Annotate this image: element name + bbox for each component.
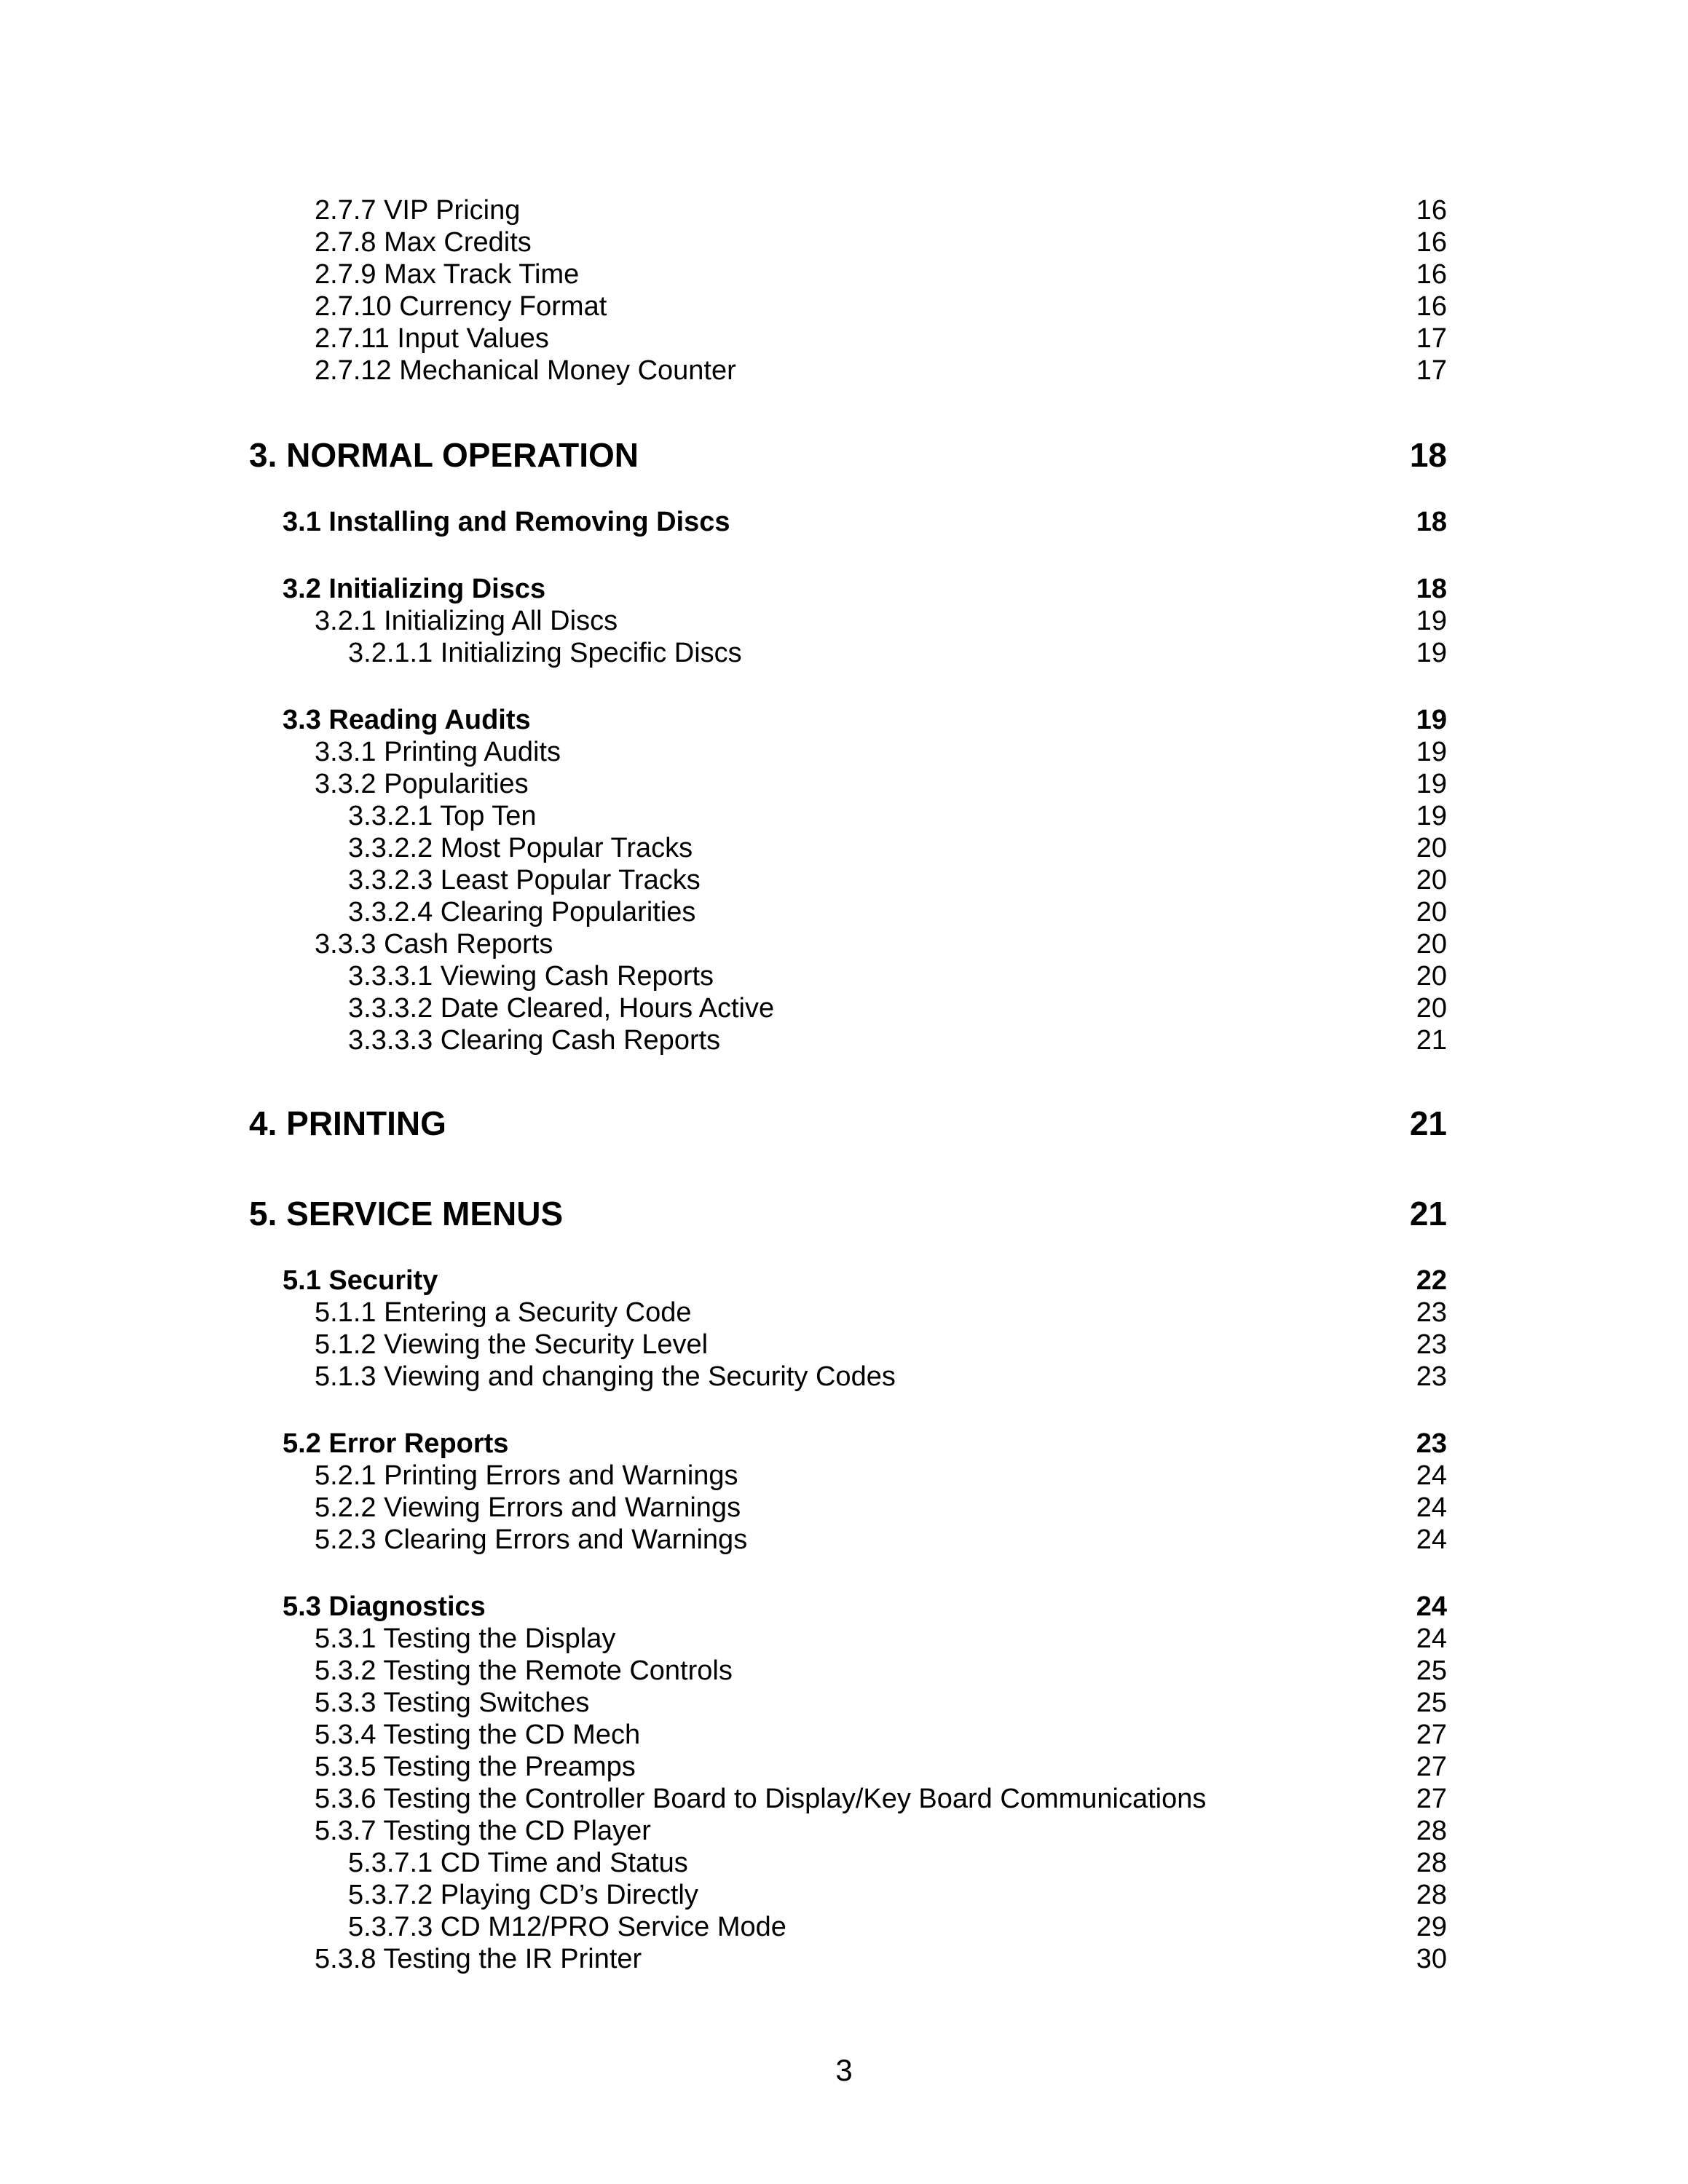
toc-entry-page: 25 — [1416, 1655, 1447, 1686]
toc-entry-title: 3.1 Installing and Removing Discs — [283, 507, 730, 537]
toc-entry-title: 5.1.1 Entering a Security Code — [315, 1297, 692, 1328]
toc-entry-title: 2.7.10 Currency Format — [315, 291, 607, 322]
toc-entry-title: 4. PRINTING — [249, 1104, 446, 1142]
toc-entry-title: 5.3.7.3 CD M12/PRO Service Mode — [348, 1912, 786, 1942]
toc-entry-title: 3.3.1 Printing Audits — [315, 737, 561, 767]
toc-entry — [315, 1460, 1447, 1492]
toc-entry-page: 23 — [1416, 1428, 1447, 1459]
toc-entry-title: 3.3.3.2 Date Cleared, Hours Active — [348, 993, 775, 1024]
toc-entry — [315, 1752, 1447, 1783]
toc-entry — [315, 737, 1447, 768]
toc-entry-page: 28 — [1416, 1816, 1447, 1846]
toc-entry-page: 17 — [1416, 323, 1447, 354]
toc-entry — [315, 1361, 1447, 1393]
toc-entry — [249, 1194, 1447, 1233]
toc-entry-title: 5.2.1 Printing Errors and Warnings — [315, 1460, 738, 1491]
toc-entry-title: 2.7.7 VIP Pricing — [315, 195, 521, 226]
toc-entry — [283, 1265, 1447, 1297]
toc-entry — [348, 1848, 1447, 1879]
toc-entry — [315, 1655, 1447, 1687]
toc-entry — [348, 961, 1447, 992]
toc-entry — [315, 259, 1447, 290]
toc-entry-title: 5.3.1 Testing the Display — [315, 1623, 616, 1654]
toc-entry-page: 24 — [1416, 1524, 1447, 1555]
toc-entry — [315, 929, 1447, 960]
toc-entry — [315, 1329, 1447, 1361]
toc-entry — [315, 195, 1447, 226]
toc-entry-title: 5.3.7 Testing the CD Player — [315, 1816, 651, 1846]
toc-entry-title: 2.7.9 Max Track Time — [315, 259, 580, 290]
toc-entry — [315, 1492, 1447, 1524]
toc-entry — [249, 1104, 1447, 1143]
toc-entry-title: 3.3 Reading Audits — [283, 705, 531, 735]
toc-entry-page: 19 — [1416, 769, 1447, 799]
toc-entry-title: 3.3.3.3 Clearing Cash Reports — [348, 1025, 721, 1056]
toc-entry-title: 5.3.7.1 CD Time and Status — [348, 1848, 688, 1878]
toc-entry-page: 30 — [1416, 1944, 1447, 1974]
toc-entry-title: 5.2 Error Reports — [283, 1428, 509, 1459]
toc-entry — [315, 1623, 1447, 1655]
toc-entry — [348, 638, 1447, 669]
toc-entry — [283, 1591, 1447, 1623]
toc-entry — [315, 1944, 1447, 1975]
toc-entry-page: 20 — [1416, 897, 1447, 927]
toc-entry-title: 5.3 Diagnostics — [283, 1591, 486, 1622]
toc-entry-page: 16 — [1416, 227, 1447, 258]
toc-entry-page: 21 — [1409, 1195, 1447, 1233]
toc-entry — [315, 355, 1447, 387]
toc-entry-page: 24 — [1416, 1623, 1447, 1654]
toc-entry — [283, 705, 1447, 736]
toc-entry-page: 22 — [1416, 1265, 1447, 1296]
toc-entry-page: 18 — [1416, 507, 1447, 537]
toc-entry — [283, 507, 1447, 538]
toc-entry — [283, 574, 1447, 605]
toc-entry-title: 5.3.5 Testing the Preamps — [315, 1752, 636, 1782]
toc-entry-page: 19 — [1416, 737, 1447, 767]
toc-entry — [283, 1428, 1447, 1460]
toc-entry-page: 20 — [1416, 833, 1447, 863]
toc-entry-title: 5.1.3 Viewing and changing the Security Codes — [315, 1361, 896, 1392]
toc-entry-page: 28 — [1416, 1880, 1447, 1910]
toc-entry — [315, 323, 1447, 355]
toc-entry-title: 5.1.2 Viewing the Security Level — [315, 1329, 709, 1360]
toc-entry-title: 5. SERVICE MENUS — [249, 1195, 564, 1233]
toc-entry — [315, 606, 1447, 637]
toc-entry — [315, 1784, 1447, 1815]
toc-entry-page: 20 — [1416, 961, 1447, 992]
toc-entry — [348, 801, 1447, 832]
toc-entry — [315, 1524, 1447, 1556]
toc-entry-page: 19 — [1416, 705, 1447, 735]
toc-entry-page: 21 — [1409, 1104, 1447, 1142]
toc-entry-title: 3.3.2 Popularities — [315, 769, 529, 799]
toc-entry-title: 3.3.2.3 Least Popular Tracks — [348, 865, 701, 895]
toc-entry-title: 3.3.2.2 Most Popular Tracks — [348, 833, 693, 863]
toc-entry-page: 16 — [1416, 259, 1447, 290]
toc-entry-title: 5.3.7.2 Playing CD’s Directly — [348, 1880, 698, 1910]
toc-entry — [315, 1816, 1447, 1847]
toc-entry — [348, 1880, 1447, 1911]
toc-entry-page: 23 — [1416, 1329, 1447, 1360]
toc-entry — [348, 1912, 1447, 1943]
toc-entry-title: 3.3.3.1 Viewing Cash Reports — [348, 961, 714, 992]
toc-entry — [348, 865, 1447, 896]
toc-entry-page: 24 — [1416, 1492, 1447, 1523]
toc-entry — [315, 1688, 1447, 1719]
toc-entry-title: 2.7.8 Max Credits — [315, 227, 532, 258]
toc-entry-page: 24 — [1416, 1591, 1447, 1622]
toc-entry — [348, 993, 1447, 1024]
toc-entry-page: 19 — [1416, 801, 1447, 831]
toc-entry-page: 24 — [1416, 1460, 1447, 1491]
toc-entry-title: 5.3.3 Testing Switches — [315, 1688, 590, 1718]
toc-entry-page: 27 — [1416, 1752, 1447, 1782]
toc-entry — [315, 227, 1447, 258]
toc-entry-page: 21 — [1416, 1025, 1447, 1056]
toc-entry-title: 2.7.12 Mechanical Money Counter — [315, 355, 736, 386]
toc-entry-page: 27 — [1416, 1720, 1447, 1750]
toc-entry-page: 19 — [1416, 606, 1447, 636]
toc-entry — [315, 1297, 1447, 1329]
toc-entry-page: 20 — [1416, 865, 1447, 895]
page-number: 3 — [835, 2053, 853, 2087]
toc-entry-page: 23 — [1416, 1361, 1447, 1392]
toc-entry — [315, 291, 1447, 323]
toc-entry-page: 18 — [1416, 574, 1447, 604]
toc-entry — [348, 897, 1447, 928]
toc-entry-title: 5.3.2 Testing the Remote Controls — [315, 1655, 733, 1686]
toc-entry-page: 19 — [1416, 638, 1447, 668]
toc-entry-title: 5.1 Security — [283, 1265, 438, 1296]
toc-entry-title: 3.3.2.1 Top Ten — [348, 801, 537, 831]
toc-entry-page: 18 — [1409, 436, 1447, 474]
toc-entry — [315, 769, 1447, 800]
toc-entry-page: 28 — [1416, 1848, 1447, 1878]
toc-entry-page: 16 — [1416, 195, 1447, 226]
toc-entry-title: 3.3.3 Cash Reports — [315, 929, 553, 960]
toc-entry-title: 5.3.4 Testing the CD Mech — [315, 1720, 641, 1750]
toc-entry-title: 2.7.11 Input Values — [315, 323, 549, 354]
toc-entry — [315, 1720, 1447, 1751]
toc-entry — [348, 833, 1447, 864]
toc-entry-page: 16 — [1416, 291, 1447, 322]
toc-entry-title: 3.2.1 Initializing All Discs — [315, 606, 618, 636]
toc-entry-page: 25 — [1416, 1688, 1447, 1718]
toc-entry-page: 29 — [1416, 1912, 1447, 1942]
toc-entry-page: 20 — [1416, 993, 1447, 1024]
toc-entry-title: 5.2.2 Viewing Errors and Warnings — [315, 1492, 741, 1523]
toc-entry-title: 5.3.6 Testing the Controller Board to Display/Key Board Communications — [315, 1784, 1207, 1814]
toc-entry-title: 3.2.1.1 Initializing Specific Discs — [348, 638, 742, 668]
toc-entry-page: 27 — [1416, 1784, 1447, 1814]
toc-entry-title: 3. NORMAL OPERATION — [249, 436, 639, 474]
toc-entry — [249, 435, 1447, 475]
toc-entry-page: 17 — [1416, 355, 1447, 386]
toc-entry-title: 3.2 Initializing Discs — [283, 574, 546, 604]
toc-entry-title: 5.3.8 Testing the IR Printer — [315, 1944, 642, 1974]
toc-entry-title: 3.3.2.4 Clearing Popularities — [348, 897, 696, 927]
toc-entry — [348, 1025, 1447, 1056]
toc-entry-page: 20 — [1416, 929, 1447, 960]
toc-entry-page: 23 — [1416, 1297, 1447, 1328]
toc-entry-title: 5.2.3 Clearing Errors and Warnings — [315, 1524, 748, 1555]
